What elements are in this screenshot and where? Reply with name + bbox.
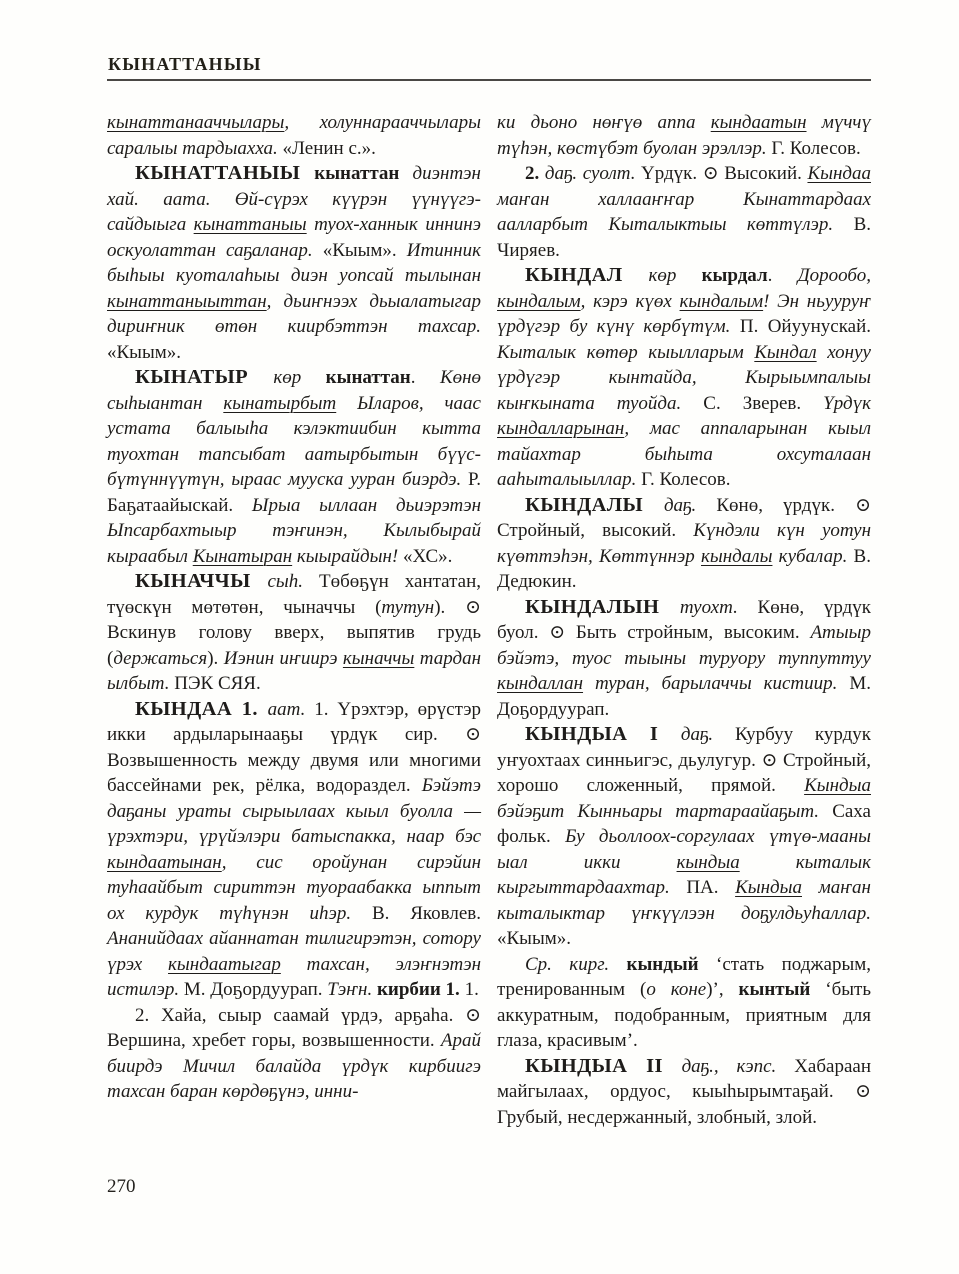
underlined-word: кынаттаныыттан [107, 290, 267, 312]
entry-kyndaa-pos2 [497, 161, 871, 263]
italic-run: туохт. [679, 596, 758, 618]
entry-kynattanyy [107, 161, 481, 365]
headword: КЫНАЧЧЫ [135, 570, 268, 592]
header-rule [107, 79, 871, 81]
column-right [497, 110, 871, 1170]
italic-run: Ср. кирг. [525, 953, 627, 975]
headword: КЫНДАА 1. [135, 697, 268, 720]
text-run: Высокий. [718, 163, 808, 184]
italic-run: туох-ханнык иннинэ оскуолаттан саҕаланар. [107, 214, 481, 261]
italic-run: Ананийдаах айаннатан тилигирэтэн, сотору үрэх [107, 928, 481, 975]
italic-run: Тэҥн. [327, 979, 377, 1000]
headword: КЫНАТТАНЫЫ [135, 162, 315, 184]
text-run: Стройный, хорошо сложенный, прямой. [497, 749, 871, 796]
italic-run: даҕ. [663, 494, 717, 516]
underlined-word: кындалым [679, 290, 764, 312]
text-run: Г. Колесов. [641, 469, 731, 490]
text-run: . [767, 265, 798, 286]
italic-run: Күндэли күн уотун күөттэһэн, Көттүннэр [497, 520, 872, 567]
text-run: 2. Хайа, сыыр саамай үрдэ, арҕаһа. [135, 1004, 466, 1026]
italic-run: даҕ. суолт. [544, 163, 642, 184]
translation-marker-icon: ⊙ [702, 163, 719, 184]
translation-marker-icon: ⊙ [549, 622, 566, 643]
text-run: Стройный, высокий. [497, 520, 694, 541]
headword: КЫНДАЛ [525, 264, 649, 286]
text-run: ‘стать поджарым, тренированным ( [497, 953, 871, 1000]
italic-run: Итинник быһыы куоталаһыы диэн уопсай тылынан [107, 239, 481, 286]
translation-marker-icon: ⊙ [855, 1081, 871, 1102]
italic-run: хонуу үрдүгэр кынтайда, Кырыымпалыы кыҥкыната туойда. [497, 341, 871, 414]
translation-marker-icon: ⊙ [465, 596, 481, 618]
text-run: )’, [706, 979, 739, 1000]
text-run: «Кыым». [322, 239, 407, 261]
underlined-word: кындаатын [710, 112, 807, 133]
text-run: «Кыым». [497, 928, 571, 949]
italic-run: Атыыр бэйэтэ, туос тыыны туруору туппуттуу [497, 622, 871, 669]
bold-run: кырдал [701, 265, 768, 286]
translation-marker-icon: ⊙ [465, 1004, 481, 1026]
bold-run: кынтый [738, 979, 826, 1000]
text-run: Үрдүк. [641, 163, 703, 184]
bold-run: 2. [525, 163, 545, 184]
continuation-kyndaa-example [497, 110, 871, 161]
italic-run: туран, барылаччы кистиир. [583, 673, 850, 694]
italic-run: диэнтэн хай. аата. Өй-сүрэх күүрэн үүнүүгэ-сайдыыга [107, 163, 481, 235]
italic-run: , дьиҥнээх дьыалатыгар дириҥник өтөн киирбэттэн тахсар. [107, 290, 481, 337]
italic-run: , сис оройунан сирэйин туһаайбыт сириттэн туораабакка ыппыт ох курдук түһүнэн иһэр. [107, 851, 481, 924]
underlined-word: кындаатынан [107, 851, 222, 873]
italic-run: Ырыа ыллаан дьиэрэтэн Ыпсарбахтыыр тэҥинэн, Кылыбырай кыраабыл [107, 494, 481, 567]
italic-run: Иэнин иҥиирэ [223, 647, 343, 669]
underlined-word: Кындал [754, 341, 817, 363]
text-run: ПА. [686, 877, 736, 898]
underlined-word: кынатырбыт [223, 392, 337, 414]
text-run: Вершина, хребет горы, возвышенности. [107, 1030, 441, 1051]
italic-run: маҥан кыталыктар үҥкүүлээн доҕулдьуһаллар. [497, 877, 871, 924]
italic-run: тутун [381, 596, 435, 618]
text-run: С. Зверев. [703, 392, 824, 414]
text-run: ). [434, 596, 466, 618]
italic-run: даҕ. [680, 724, 735, 745]
italic-run: Арай биирдэ Мичил балайда үрдүк кирбиигэ тахсан баран көрдөҕүнэ, инни- [107, 1030, 481, 1102]
column-left [107, 110, 481, 1170]
underlined-word: Кындыа [804, 775, 871, 796]
text-run: ПЭК СЯЯ. [174, 673, 261, 694]
underlined-word: кындаатыгар [168, 953, 281, 975]
etymology-note [497, 952, 871, 1054]
italic-run: кыырайдын! [292, 545, 404, 567]
italic-run: кубалар. [772, 545, 854, 567]
bold-run: кындый [626, 953, 717, 975]
italic-run: Кыталык көтөр кыылларым [497, 341, 755, 363]
italic-run: тахсан, элэҥнэтэн истилэр. [107, 953, 481, 1000]
italic-run: маҥан халлааҥҥар Кынаттардаах аалларбыт Кыталыктыы көттүлэр. [497, 188, 871, 235]
text-run: 1. Үрэхтэр, өрүстэр икки ардыларынааҕы үрдүк сир. [107, 698, 481, 745]
entry-kyndya-2 [497, 1054, 871, 1131]
italic-run: , холуннарааччылары саралыы тардыахха. [107, 112, 481, 159]
entry-kyndaa [107, 697, 481, 1003]
underlined-word: Кындыа [735, 877, 802, 898]
text-run: Курбуу курдук уҥуохтаах синньигэс, дьулугур. [497, 724, 872, 771]
headword: КЫНДАЛЫ [525, 493, 664, 516]
text-run: Вскинув голову вверх, выпятив грудь ( [107, 622, 481, 669]
text-run: В. Дедюкин. [497, 545, 871, 592]
italic-run: көр [273, 367, 326, 388]
text-run: 1. [459, 979, 479, 1000]
page-number: 270 [107, 1176, 136, 1197]
italic-run: ки дьоно нөҥүө аппа [497, 112, 711, 133]
translation-marker-icon: ⊙ [761, 749, 778, 771]
italic-run: Бэйэтэ даҕаны ураты сырыылаах кыыл буолла — үрэхтэри, үрүйэлэри батыспакка, наар бэс [107, 775, 481, 847]
text-run: ). [207, 647, 224, 669]
text-run: «Ленин с.». [282, 137, 376, 159]
italic-run: Бу дьоллоох-соргулаах үтүө-мааны ыал икки [497, 826, 871, 873]
underlined-word: Кындаа [807, 163, 871, 184]
underlined-word: кыначчы [342, 647, 415, 669]
headword: КЫНДЫА II [525, 1054, 682, 1077]
text-columns [107, 110, 871, 1170]
italic-run: мүччү түһэн, көстүбэт буолан эрэллэр. [497, 112, 871, 159]
italic-run: ! Эн ньууруҥ үрдүгэр бу күнү көрбүтүм. [497, 290, 871, 337]
text-run: . [410, 367, 440, 388]
entry-kyndya-1 [497, 722, 871, 952]
text-run: М. Доҕордуурап. [497, 673, 871, 720]
underlined-word: кындалым [497, 290, 581, 312]
translation-marker-icon: ⊙ [855, 494, 871, 516]
headword: КЫНАТЫР [135, 366, 274, 388]
text-run: Саха фольк. [497, 800, 871, 847]
italic-run: , кэрэ күөх [580, 290, 680, 312]
headword: КЫНДЫА I [525, 723, 681, 745]
underlined-word: кындалларынан [497, 418, 625, 439]
text-run: Возвышенность между двумя или многими бассейнами рек, рёлка, водораздел. [107, 749, 481, 796]
entry-kyndal [497, 263, 871, 493]
underlined-word: кындаллан [497, 673, 584, 694]
entry-kynachchy [107, 569, 481, 697]
text-run: В. Яковлев. [371, 902, 481, 924]
italic-run: сыһ. [267, 571, 320, 592]
italic-run: о коне [646, 979, 707, 1000]
underlined-word: Кынатыран [192, 545, 293, 567]
underlined-word: кындыа [676, 851, 740, 873]
italic-run: тардан ылбыт. [107, 647, 481, 694]
text-run: Быть стройным, высоким. [565, 622, 811, 643]
italic-run: Көнө сыһыантан [107, 367, 482, 414]
italic-run: Үрдүк [823, 392, 871, 414]
italic-run: , мас аппаларынан кыыл тайахтар быһыта охсуталаан ааһыталыыллар. [497, 418, 871, 490]
italic-run: Ыларов, чаас устата балыыһа кэлэктиибин кытта туохтан тапсыбат аатырбытын бүүс-бүтүннүүтүн, ыраас мууска ууран биэрдэ. [107, 392, 481, 490]
italic-run: аат. [267, 698, 315, 720]
bold-run: кирбии 1. [376, 979, 460, 1000]
italic-run: көр [648, 265, 702, 286]
text-run: Грубый, несдержанный, злобный, злой. [497, 1106, 817, 1128]
text-run: Хабараан майгылаах, ордуос, кыыһырымтаҕай. [497, 1055, 871, 1102]
running-head: КЫНАТТАНЫЫ [108, 54, 262, 74]
text-run: «ХС». [403, 545, 453, 567]
underlined-word: кындалы [701, 545, 773, 567]
bold-run: кынаттан [314, 163, 413, 184]
text-run: П. Ойуунускай. [739, 316, 871, 337]
translation-marker-icon: ⊙ [465, 724, 481, 745]
bold-run: кынаттан [325, 367, 411, 388]
text-run: Көнө, үрдүк. [716, 494, 856, 516]
text-run: Г. Колесов. [771, 137, 861, 159]
italic-run: Дорообо, [797, 265, 871, 286]
underlined-word: кынаттаныы [193, 214, 307, 235]
text-run: Төбөҕүн хантатан, түөскүн мөтөтөн, чыначчы ( [107, 571, 481, 618]
italic-run: кыталык кыргыттардаахтар. [497, 851, 871, 898]
text-run: «Кыым». [107, 341, 181, 363]
continuation-paragraph [107, 110, 481, 161]
text-run: М. Доҕордуурап. [183, 979, 328, 1000]
italic-run: держаться [113, 647, 208, 669]
text-run: ‘быть аккуратным, подобранным, приятным для глаза, красивым’. [497, 979, 871, 1051]
entry-kyndalyn [497, 595, 871, 723]
italic-run: даҕ., кэпс. [681, 1055, 795, 1077]
text-run: В. Чиряев. [497, 214, 871, 261]
headword: КЫНДАЛЫН [525, 595, 680, 618]
entry-kyndaly [497, 493, 871, 595]
text-run: Көнө, үрдүк буол. [497, 596, 871, 643]
entry-kynatyr [107, 365, 481, 569]
italic-run: бэйэҕит Кынньары тартараайаҕыт. [497, 800, 833, 822]
underlined-word: кынаттанааччылары [107, 112, 285, 133]
text-run: Р. Баҕатаайыскай. [107, 469, 481, 516]
entry-kyndaa-sense2 [107, 1003, 481, 1105]
